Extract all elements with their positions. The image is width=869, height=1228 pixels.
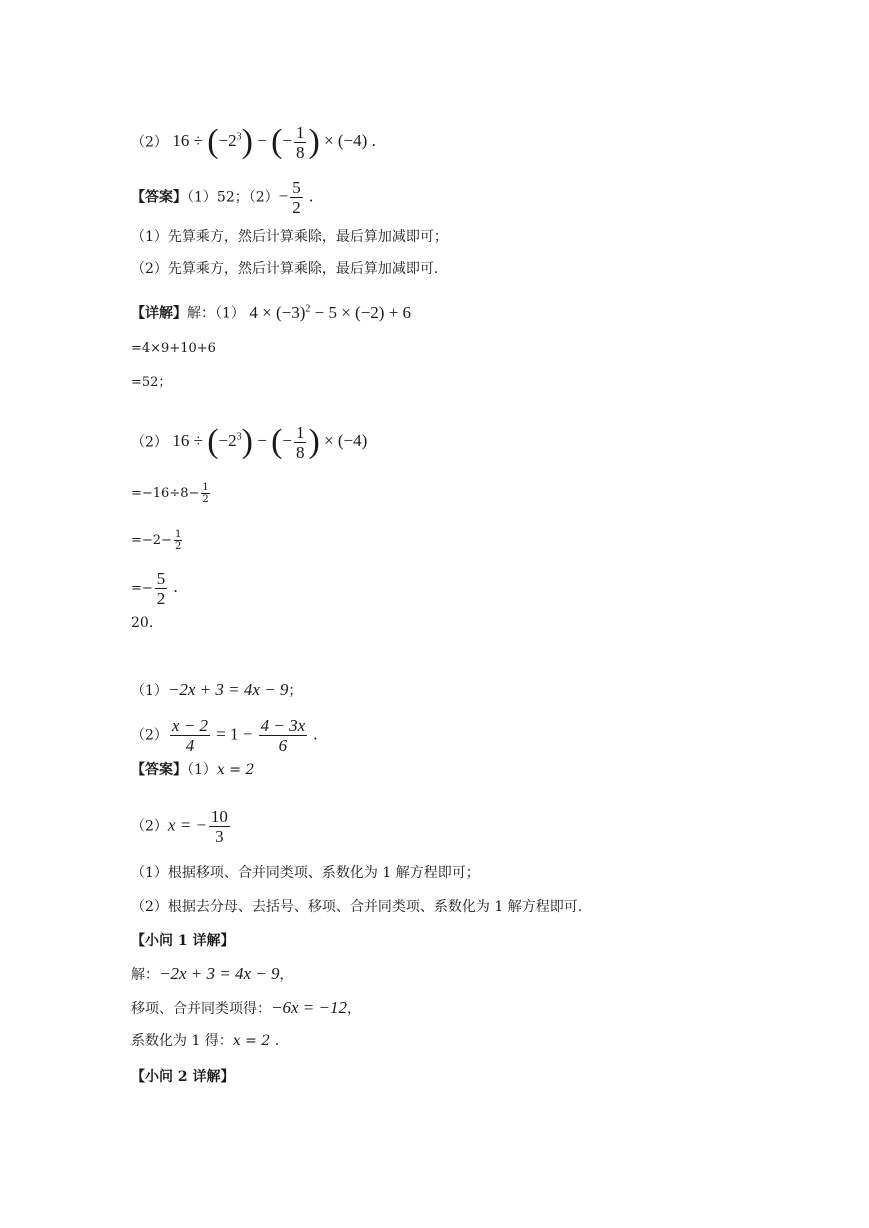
paren-left: (: [271, 123, 283, 161]
small-question-1-tag: 【小问 1 详解】: [131, 933, 235, 949]
answer-line: 【答案】（1）52；（2）− $\frac{5}{2}$ .: [131, 178, 314, 217]
fraction: $\frac{1}{2}$: [174, 529, 182, 552]
question-number: 20.: [131, 615, 154, 631]
step-4: =−2− $\frac{1}{2}$: [131, 529, 182, 552]
analysis20-line-2: （2）根据去分母、去括号、移项、合并同类项、系数化为 1 解方程即可.: [131, 899, 583, 915]
fraction: $\frac{5}{2}$: [292, 178, 301, 217]
fraction: $\frac{4 - 3x}{6}$: [260, 716, 306, 755]
fraction: $\frac{5}{2}$: [156, 569, 166, 608]
detail-line: 【详解】解：（1） $4 \times (-3)^2 - 5 \times (-2) + 6$: [131, 302, 412, 322]
answer20-line-2: （2）x = − $\frac{10}{3}$: [131, 807, 228, 846]
paren-right: ): [308, 123, 320, 161]
q20-part1: （1）−2x + 3 = 4x − 9；: [131, 680, 303, 699]
small1-line-2: 移项、合并同类项得：−6x = −12，: [131, 998, 361, 1017]
step-3: =−16÷8− $\frac{1}{2}$: [131, 482, 209, 505]
analysis-line-1: （1）先算乘方，然后计算乘除，最后算加减即可；: [131, 229, 448, 245]
q20-part2: （2） $\frac{x - 2}{4}$ = 1 − $\frac{4 - 3x}{6}$ .: [131, 716, 318, 755]
part-label: （2）: [131, 134, 168, 151]
part2-line: （2） $16 \div (-2^3)$ − (− $\frac{1}{8}$ ) × (−4): [131, 423, 368, 462]
fraction: $\frac{1}{2}$: [202, 482, 209, 505]
expression: $16 \div (-2^3)$ − (− $\frac{1}{8}$ ) × (−4) .: [172, 123, 376, 162]
fraction: $\frac{1}{8}$: [295, 423, 305, 462]
analysis-line-2: （2）先算乘方，然后计算乘除，最后算加减即可.: [131, 261, 439, 277]
answer-tag: 【答案】: [131, 762, 187, 778]
paren-right: ): [241, 123, 253, 161]
answer-tag: 【答案】: [131, 189, 187, 206]
step-5: =− $\frac{5}{2}$ .: [131, 569, 178, 608]
answer20-line-1: 【答案】（1）x = 2: [131, 762, 255, 778]
step-1: =4×9+10+6: [131, 341, 216, 356]
expression: $4 \times (-3)^2 - 5 \times (-2) + 6$: [249, 302, 412, 322]
q19-part2-line: [131, 123, 376, 162]
expression: $16 \div (-2^3)$ − (− $\frac{1}{8}$ ) × (−4): [172, 423, 368, 462]
paren-left: (: [207, 123, 219, 161]
small1-line-1: 解：−2x + 3 = 4x − 9，: [131, 964, 294, 983]
fraction: $\frac{x - 2}{4}$: [171, 716, 208, 755]
detail-tag: 【详解】: [131, 305, 187, 322]
fraction: $\frac{10}{3}$: [210, 807, 228, 846]
fraction: $\frac{1}{8}$: [295, 123, 305, 162]
small1-line-3: 系数化为 1 得：x = 2 .: [131, 1033, 280, 1049]
analysis20-line-1: （1）根据移项、合并同类项、系数化为 1 解方程即可；: [131, 865, 480, 881]
small-question-2-tag: 【小问 2 详解】: [131, 1069, 235, 1085]
step-2: =52；: [131, 375, 172, 390]
